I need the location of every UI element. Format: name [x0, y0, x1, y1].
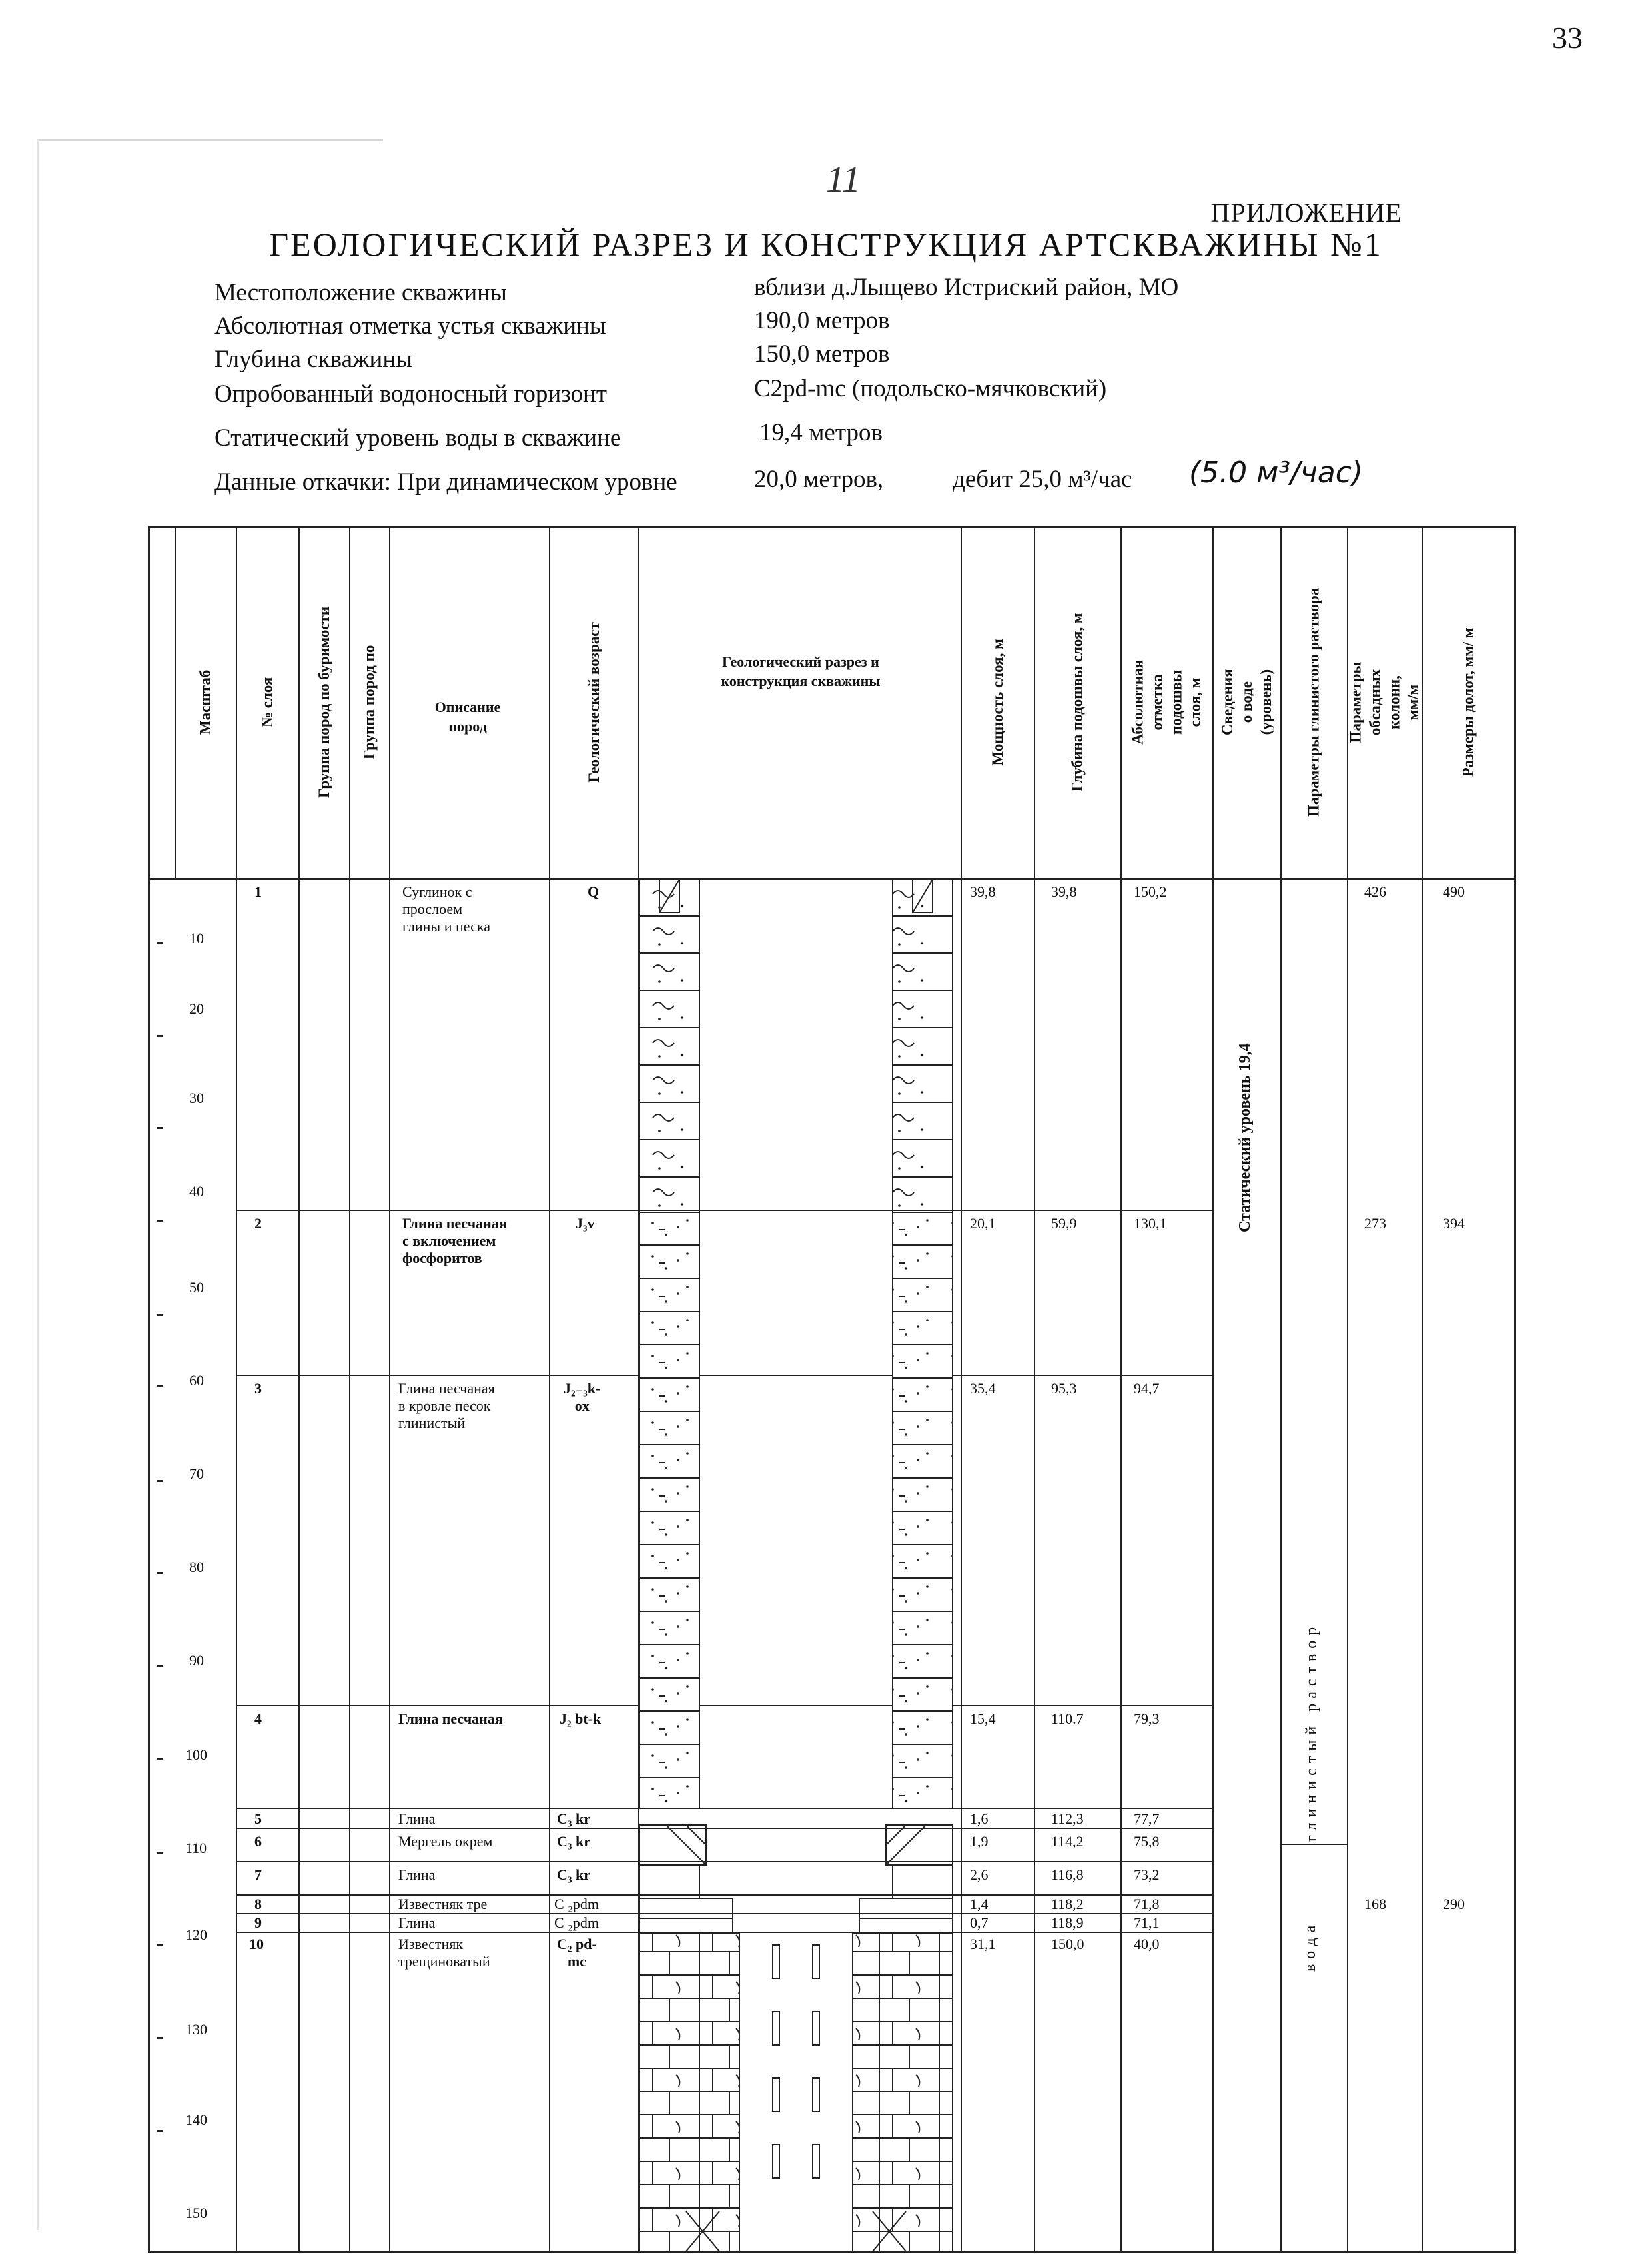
layer-desc: Известняк тре: [398, 1896, 488, 1912]
layer-desc: Мергель окрем: [398, 1833, 493, 1850]
layer-depth: 114,2: [1051, 1833, 1084, 1850]
info-label-static-level: Статический уровень воды в скважине: [214, 424, 621, 452]
mud-note: глинистый раствор: [1303, 1621, 1320, 1842]
layer-depth: 95,3: [1051, 1380, 1077, 1397]
document-title: ГЕОЛОГИЧЕСКИЙ РАЗРЕЗ И КОНСТРУКЦИЯ АРТСКВАЖИНЫ №1: [269, 226, 1383, 263]
scale-mark: 50: [189, 1279, 204, 1296]
layer-age: C₃ kr: [557, 1810, 590, 1827]
scan-edge-left: [37, 139, 39, 2230]
scale-mark: 100: [185, 1746, 207, 1763]
layer-no: 7: [254, 1866, 262, 1883]
layer-thickness: 2,6: [970, 1866, 989, 1883]
scale-mark: 10: [189, 930, 204, 946]
header-scale: Масштаб: [197, 669, 214, 735]
layer-age: C ₂pdm: [554, 1914, 599, 1931]
info-value-static-level: 19,4 метров: [759, 419, 883, 446]
layer-thickness: 1,6: [970, 1810, 989, 1827]
layer-thickness: 1,9: [970, 1833, 989, 1850]
header-thickness: Мощность слоя, м: [989, 638, 1006, 766]
header-description: Описание пород: [434, 699, 501, 735]
layer-abs: 73,2: [1134, 1866, 1160, 1883]
layer-no: 5: [254, 1810, 262, 1827]
layer-age: J₂₋₃k- ox: [564, 1380, 601, 1414]
scale-mark: 150: [185, 2205, 207, 2221]
layer-no: 6: [254, 1833, 262, 1850]
layer-abs: 40,0: [1134, 1936, 1160, 1952]
layer-depth: 112,3: [1051, 1810, 1084, 1827]
info-label-aquifer: Опробованный водоносный горизонт: [214, 380, 608, 408]
scale-mark: 60: [189, 1372, 204, 1389]
appendix-label: ПРИЛОЖЕНИЕ: [1210, 198, 1402, 228]
scale-mark: 80: [189, 1559, 204, 1575]
layer-depth: 150,0: [1051, 1936, 1084, 1952]
header-bits: Размеры долот, мм/ м: [1459, 627, 1477, 777]
layer-abs: 75,8: [1134, 1833, 1160, 1850]
header-rock-group: Группа пород по: [360, 645, 378, 759]
layer-abs: 77,7: [1134, 1810, 1160, 1827]
layer-depth: 116,8: [1051, 1866, 1084, 1883]
scale-mark: 30: [189, 1090, 204, 1106]
layer-age: J₂ bt-k: [560, 1710, 602, 1727]
info-label-elevation: Абсолютная отметка устья скважины: [214, 312, 606, 340]
layer-desc: Суглинок с прослоем глины и песка: [402, 883, 490, 935]
layer-desc: Известняк трещиноватый: [398, 1936, 490, 1970]
layer-age: C ₂pdm: [554, 1896, 599, 1912]
header-mud: Параметры глинистого раствора: [1305, 587, 1322, 817]
scan-edge-top: [37, 139, 383, 141]
info-label-location: Местоположение скважины: [214, 279, 507, 306]
scale-mark: 90: [189, 1652, 204, 1669]
header-layer-no: № слоя: [258, 677, 276, 727]
scale-mark: 20: [189, 1000, 204, 1017]
scale-mark: 40: [189, 1183, 204, 1200]
layer-thickness: 20,1: [970, 1215, 996, 1232]
info-value-location: вблизи д.Лыщево Истриский район, МО: [754, 274, 1179, 301]
layer-age: J₃v: [576, 1215, 595, 1232]
casing-size: 273: [1364, 1215, 1386, 1232]
info-value-depth: 150,0 метров: [754, 340, 890, 368]
layer-abs: 71,1: [1134, 1914, 1160, 1931]
layer-depth: 39,8: [1051, 883, 1077, 900]
geological-section-table: [148, 526, 1516, 2255]
layer-no: 3: [254, 1380, 262, 1397]
layer-thickness: 1,4: [970, 1896, 989, 1912]
layer-desc: Глина: [398, 1914, 436, 1931]
bit-size: 290: [1443, 1896, 1465, 1912]
header-water: Сведения о воде (уровень): [1218, 669, 1274, 735]
layer-no: 2: [254, 1215, 262, 1232]
layer-abs: 150,2: [1134, 883, 1167, 900]
layer-abs: 71,8: [1134, 1896, 1160, 1912]
layer-age: C₂ pd- mc: [557, 1936, 597, 1970]
layer-depth: 118,9: [1051, 1914, 1084, 1931]
header-age: Геологический возраст: [585, 621, 602, 783]
layer-depth: 59,9: [1051, 1215, 1077, 1232]
layer-no: 10: [249, 1936, 264, 1952]
layer-no: 1: [254, 883, 262, 900]
scale-mark: 130: [185, 2021, 207, 2038]
layer-desc: Глина песчаная в кровле песок глинистый: [398, 1380, 495, 1431]
layer-thickness: 15,4: [970, 1710, 996, 1727]
layer-abs: 130,1: [1134, 1215, 1167, 1232]
pumping-debit: дебит 25,0 м³/час: [953, 466, 1132, 493]
layer-thickness: 39,8: [970, 883, 996, 900]
layer-abs: 94,7: [1134, 1380, 1160, 1397]
pumping-label: Данные откачки: При динамическом уровне: [214, 468, 677, 496]
well-construction-drawing: [639, 879, 961, 2253]
header-section: Геологический разрез и конструкция скважины: [721, 653, 881, 689]
layer-age: C₃ kr: [557, 1866, 590, 1883]
water-note: вода: [1302, 1920, 1319, 1972]
layer-desc: Глина песчаная: [398, 1710, 503, 1727]
header-casing: Параметры обсадных колонн, мм/м: [1347, 661, 1422, 743]
handwritten-mark: 11: [826, 159, 861, 200]
layer-thickness: 31,1: [970, 1936, 996, 1952]
scale-mark: 110: [185, 1840, 207, 1856]
layer-desc: Глина: [398, 1810, 436, 1827]
layer-no: 4: [254, 1710, 262, 1727]
layer-abs: 79,3: [1134, 1710, 1160, 1727]
layer-thickness: 0,7: [970, 1914, 989, 1931]
pumping-handwritten-note: (5.0 м³/час): [1189, 456, 1364, 490]
static-level-note: Статический уровень 19,4: [1236, 1043, 1254, 1232]
layer-no: 9: [254, 1914, 262, 1931]
bit-size: 490: [1443, 883, 1465, 900]
header-abs-mark: Абсолютная отметка подошвы слоя, м: [1129, 659, 1204, 745]
header-bottom-depth: Глубина подошвы слоя, м: [1068, 613, 1086, 791]
layer-desc: Глина песчаная с включением фосфоритов: [402, 1215, 507, 1266]
layer-thickness: 35,4: [970, 1380, 996, 1397]
layer-depth: 118,2: [1051, 1896, 1084, 1912]
bit-size: 394: [1443, 1215, 1465, 1232]
scale-mark: 70: [189, 1465, 204, 1482]
layer-depth: 110.7: [1051, 1710, 1084, 1727]
casing-size: 426: [1364, 883, 1386, 900]
layer-desc: Глина: [398, 1866, 436, 1883]
layer-no: 8: [254, 1896, 262, 1912]
info-value-aquifer: C2pd-mc (подольско-мячковский): [754, 375, 1107, 402]
info-value-elevation: 190,0 метров: [754, 307, 890, 334]
casing-size: 168: [1364, 1896, 1386, 1912]
header-drill-group: Группа пород по буримости: [315, 606, 332, 798]
layer-age: C₃ kr: [557, 1833, 590, 1850]
layer-age: Q: [588, 883, 600, 900]
page-number: 33: [1552, 21, 1583, 55]
scale-mark: 120: [185, 1926, 207, 1943]
scale-mark: 140: [185, 2111, 207, 2128]
info-label-depth: Глубина скважины: [214, 346, 413, 373]
pumping-level: 20,0 метров,: [754, 466, 884, 493]
